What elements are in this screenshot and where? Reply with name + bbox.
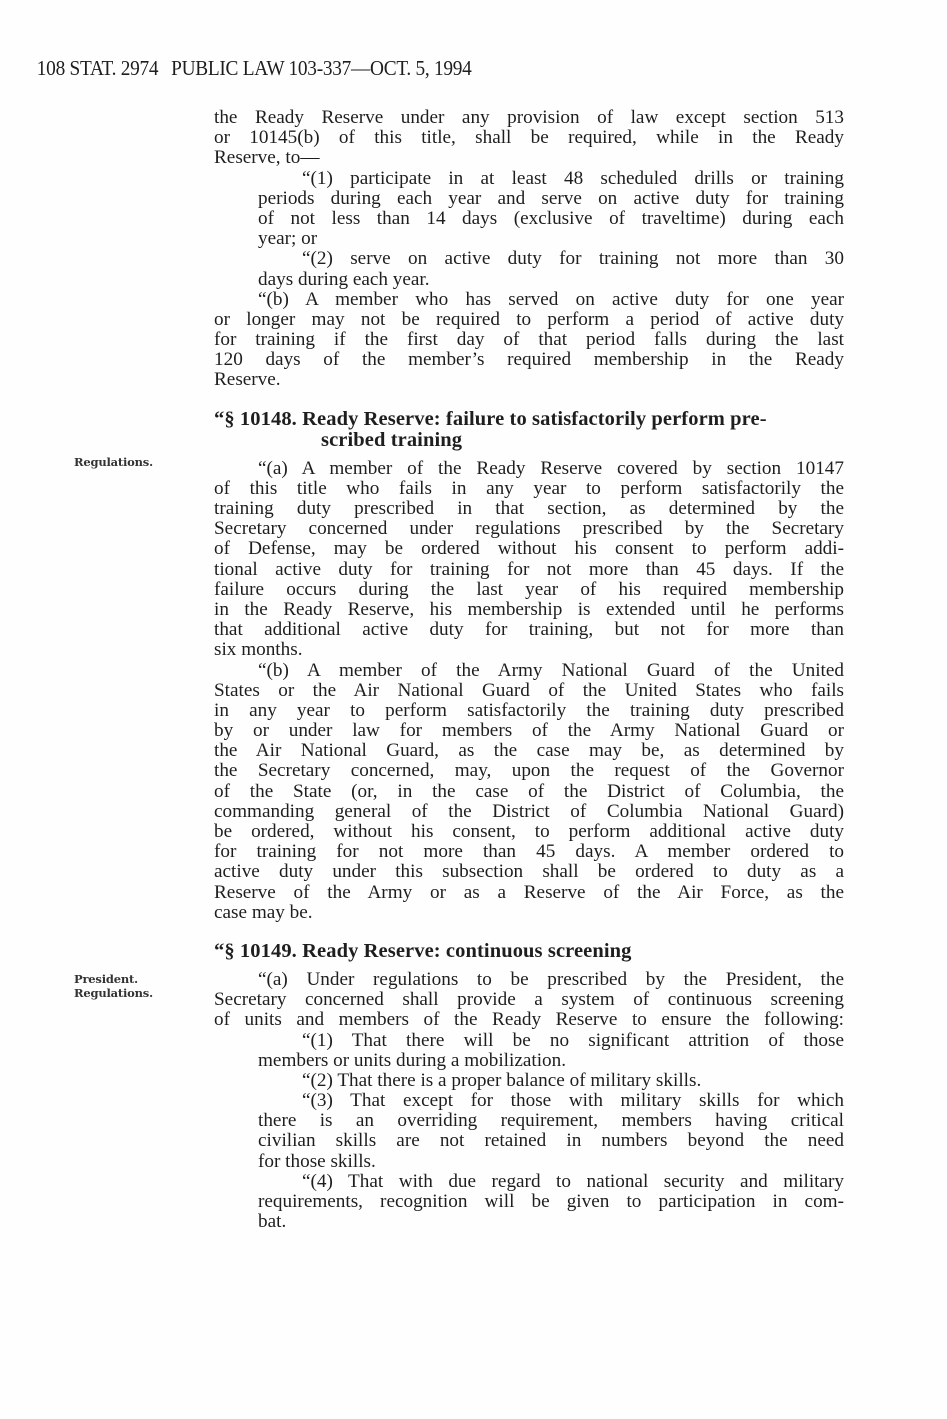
margin-note-regulations: Regulations.	[74, 455, 153, 469]
paragraph-continuation	[214, 108, 844, 169]
text-line: of this title who fails in any year to perform satisfactorily the	[214, 477, 844, 499]
text-line: of not less than 14 days (exclusive of traveltime) during each	[258, 207, 844, 229]
section-10149	[214, 941, 844, 1232]
subsection-b	[214, 661, 844, 923]
text-line: periods during each year and serve on active duty for training	[258, 187, 844, 209]
text-line: of the State (or, in the case of the District of Columbia, the	[214, 780, 844, 802]
section-heading-continuation: scribed training	[321, 428, 463, 451]
text-line: for training for not more than 45 days. A member ordered to	[214, 841, 844, 863]
text-line: “(2) serve on active duty for training not more than 30	[302, 248, 844, 270]
paragraph-4	[214, 1172, 844, 1233]
text-line: in any year to perform satisfactorily the training duty prescribed	[214, 699, 844, 721]
text-line: “(1) That there will be no significant attrition of those	[302, 1029, 844, 1051]
text-line: “(2) That there is a proper balance of military skills.	[302, 1069, 702, 1091]
text-line: of units and members of the Ready Reserve to ensure the following:	[214, 1009, 844, 1031]
text-line: “(b) A member who has served on active duty for one year	[258, 288, 844, 310]
subsection-b	[214, 290, 844, 391]
text-line: members or units during a mobilization.	[258, 1049, 567, 1071]
text-line: or longer may not be required to perform a period of active duty	[214, 308, 844, 330]
text-line: “(4) That with due regard to national security and military	[302, 1170, 844, 1192]
text-line: bat.	[258, 1211, 287, 1233]
text-line: by or under law for members of the Army National Guard or	[214, 720, 844, 742]
section-10148	[214, 409, 844, 923]
text-line: tional active duty for training for not more than 45 days. If the	[214, 558, 844, 580]
text-line: or 10145(b) of this title, shall be required, while in the Ready	[214, 127, 844, 149]
text-line: “(3) That except for those with military skills for which	[302, 1090, 844, 1112]
text-line: that additional active duty for training, but not for more than	[214, 619, 844, 641]
text-line: there is an overriding requirement, members having critical	[258, 1110, 844, 1132]
text-line: case may be.	[214, 901, 313, 923]
text-line: six months.	[214, 639, 303, 661]
text-line: Secretary concerned under regulations prescribed by the Secretary	[214, 518, 844, 540]
statute-reference: 108 STAT. 2974	[36, 56, 159, 80]
text-line: States or the Air National Guard of the United States who fails	[214, 679, 844, 701]
text-line: days during each year.	[258, 268, 430, 290]
text-line: be ordered, without his consent, to perform additional active duty	[214, 821, 844, 842]
text-line: for those skills.	[258, 1150, 376, 1172]
subsection-a	[214, 970, 844, 1031]
text-line: Secretary concerned shall provide a system of continuous screening	[214, 989, 844, 1011]
text-line: “(a) Under regulations to be prescribed by the President, the	[258, 968, 844, 990]
text-line: Reserve.	[214, 369, 281, 391]
text-line: civilian skills are not retained in numbers beyond the need	[258, 1130, 844, 1152]
clause-1	[214, 169, 844, 250]
text-line: Reserve of the Army or as a Reserve of the Air Force, as the	[214, 881, 844, 903]
section-heading: “§ 10149. Ready Reserve: continuous screening	[214, 939, 632, 962]
clause-2	[214, 249, 844, 289]
text-line: the Ready Reserve under any provision of law except section 513	[214, 107, 844, 128]
text-line: year; or	[258, 228, 318, 250]
text-line: for training if the first day of that period falls during the last	[214, 329, 844, 351]
text-line: Reserve, to—	[214, 147, 320, 169]
paragraph-2	[214, 1071, 844, 1091]
paragraph-1	[214, 1031, 844, 1071]
text-line: failure occurs during the last year of his required membership	[214, 578, 844, 600]
text-line: commanding general of the District of Columbia National Guard)	[214, 800, 844, 822]
text-line: “(b) A member of the Army National Guard of the United	[258, 659, 844, 681]
text-line: the Secretary concerned, may, upon the request of the Governor	[214, 760, 844, 782]
document-body	[214, 108, 844, 1232]
text-line: training duty prescribed in that section, as determined by the	[214, 498, 844, 519]
paragraph-3	[214, 1091, 844, 1172]
text-line: “(a) A member of the Ready Reserve covered by section 10147	[258, 457, 844, 479]
margin-note-president: President.	[74, 972, 138, 986]
text-line: “(1) participate in at least 48 scheduled drills or training	[302, 167, 844, 189]
text-line: requirements, recognition will be given to participation in com-	[258, 1191, 844, 1212]
text-line: the Air National Guard, as the case may be, as determined by	[214, 740, 844, 762]
section-heading: “§ 10148. Ready Reserve: failure to satisfactorily perform pre-	[214, 407, 767, 430]
text-line: active duty under this subsection shall be ordered to duty as a	[214, 861, 844, 883]
page-header	[0, 56, 871, 86]
text-line: 120 days of the member’s required membership in the Ready	[214, 349, 844, 371]
subsection-a	[214, 459, 844, 661]
public-law-reference: PUBLIC LAW 103-337—OCT. 5, 1994	[171, 56, 472, 80]
text-line: of Defense, may be ordered without his consent to perform addi-	[214, 538, 844, 560]
margin-note-regulations-2: Regulations.	[74, 986, 153, 1000]
text-line: in the Ready Reserve, his membership is extended until he performs	[214, 598, 844, 620]
